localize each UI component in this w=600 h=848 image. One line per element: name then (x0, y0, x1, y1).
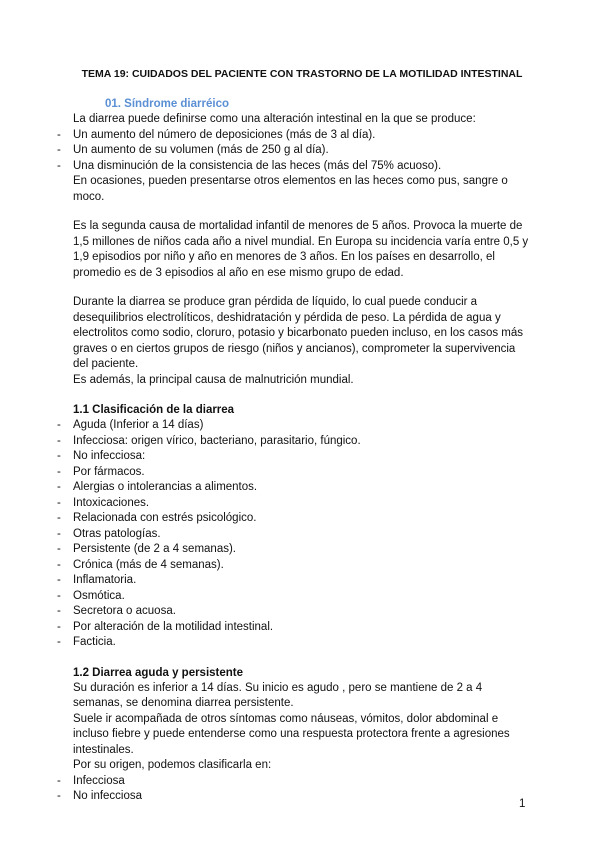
list-item-aguda: - Aguda (Inferior a 14 días) (73, 418, 531, 434)
classification-list (73, 418, 531, 434)
list-item: - Facticia. (73, 635, 531, 651)
origin-list (73, 774, 531, 805)
list-item: - Una disminución de la consistencia de las heces (más del 75% acuoso). (73, 159, 531, 175)
paragraph-malnutrition: Es además, la principal causa de malnutrición mundial. (73, 373, 354, 386)
paragraph-note: En ocasiones, pueden presentarse otros elementos en las heces como pus, sangre o moco. (73, 175, 508, 203)
list-item: - Inflamatoria. (73, 573, 531, 589)
paragraph-liquid-loss: Durante la diarrea se produce gran pérdida de líquido, lo cual puede conducir a desequilibrios electrolíticos, deshidratación y pérdida de peso. La pérdida de agua y electrolitos como sodio, cloruro, potasio y bicarbonato pueden incluso, en los casos más graves o en ciertos grupos de riesgo (niños y ancianos), comprometer la supervivencia del paciente. (73, 296, 524, 370)
list-item: - Por alteración de la motilidad intestinal. (73, 620, 531, 636)
list-item: - Un aumento de su volumen (más de 250 g al día). (73, 143, 531, 159)
list-item-infecciosa: - Infecciosa: origen vírico, bacteriano, parasitario, fúngico. (73, 434, 531, 450)
paragraph-intro: La diarrea puede definirse como una alteración intestinal en la que se produce: (73, 113, 476, 125)
list-item: - Otras patologías. (73, 527, 531, 543)
section-heading-sindrome: 01. Síndrome diarréico (105, 98, 229, 110)
list-item: - Intoxicaciones. (73, 496, 531, 512)
list-item: - Un aumento del número de deposiciones (más de 3 al día). (73, 128, 531, 144)
list-item-no-infecciosa: - No infecciosa: (73, 449, 531, 465)
list-item-persistente: - Persistente (de 2 a 4 semanas). (73, 542, 531, 558)
paragraph-origen: Por su origen, podemos clasificarla en: (73, 759, 272, 771)
list-item: - Relacionada con estrés psicológico. (73, 511, 531, 527)
list-item: - Infecciosa (73, 774, 531, 790)
aguda-sublist (73, 434, 531, 465)
list-item: - Por fármacos. (73, 465, 531, 481)
page-number: 1 (519, 798, 526, 810)
document-title: TEMA 19: CUIDADOS DEL PACIENTE CON TRASTORNO DE LA MOTILIDAD INTESTINAL (81, 68, 523, 80)
no-infecciosa-sublist (73, 465, 531, 543)
cronica-sublist (73, 573, 531, 651)
list-item: - Secretora o acuosa. (73, 604, 531, 620)
list-item: - No infecciosa (73, 789, 531, 805)
list-item-cronica: - Crónica (más de 4 semanas). (73, 558, 531, 574)
document-page (73, 66, 531, 805)
section-heading-clasificacion: 1.1 Clasificación de la diarrea (73, 404, 235, 416)
bullet-list-definition (73, 128, 531, 175)
paragraph-mortality: Es la segunda causa de mortalidad infantil de menores de 5 años. Provoca la muerte de 1,5 millones de niños cada año a nivel mundial. En Europa su incidencia varía entre 0,5 y 1,9 episodios por niño y año en menores de 3 años. En los países en desarrollo, el promedio es de 3 episodios al año en ese mismo grupo de edad. (73, 220, 529, 279)
classification-list-cont (73, 542, 531, 573)
paragraph-sintomas: Suele ir acompañada de otros síntomas como náuseas, vómitos, dolor abdominal e incluso fiebre y puede entenderse como una respuesta protectora frente a agresiones intestinales. (73, 712, 510, 756)
section-heading-aguda-persistente: 1.2 Diarrea aguda y persistente (73, 666, 244, 679)
list-item: - Alergias o intolerancias a alimentos. (73, 480, 531, 496)
list-item: - Osmótica. (73, 589, 531, 605)
paragraph-duracion: Su duración es inferior a 14 días. Su inicio es agudo , pero se mantiene de 2 a 4 semanas, se denomina diarrea persistente. (73, 681, 483, 709)
